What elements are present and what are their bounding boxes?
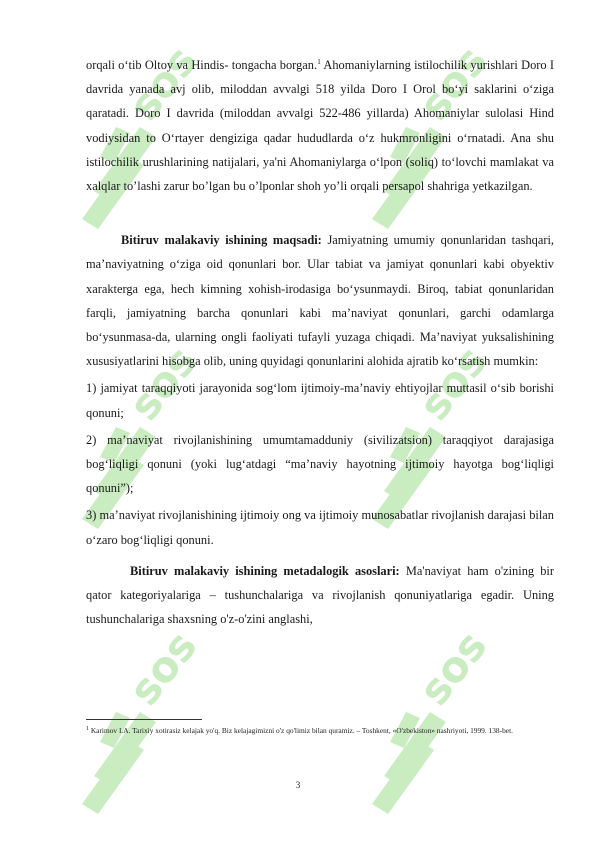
- footnote-ref[interactable]: 1: [317, 57, 321, 66]
- list-item-2: 2) ma’naviyat rivojlanishining umumtamadduniy (sivilizatsion) taraqqiyot darajasiga bog‘liqligi qonuni (yoki lug‘atdagi “ma’naviy hayotning ijtimoiy hayotga bog‘liqligi qonuni”);: [86, 432, 554, 496]
- list-item-3: 3) ma’naviyat rivojlanishining ijtimoiy ong va ijtimoiy munosabatlar rivojlanish darajasi bilan o‘zaro bog‘liqligi qonuni.: [86, 508, 554, 547]
- methodology-heading: Bitiruv malakaviy ishining metadalogik asoslari:: [130, 563, 400, 578]
- page-number: 3: [295, 780, 301, 790]
- paragraph-methodology: Bitiruv malakaviy ishining metadalogik asoslari: Ma'naviyat ham o'zining bir qator kategoriyalariga – tushunchalariga va rivojlanish qonuniyatlariga egadir. Uning tushunchalariga shaxsning o'z-o'zini anglashi,: [86, 563, 554, 627]
- footnote: [86, 723, 554, 739]
- purpose-heading: Bitiruv malakaviy ishining maqsadi:: [121, 233, 322, 248]
- paragraph-intro: orqali o‘tib Oltoy va Hindis- tongacha borgan.$^1$ Ahomaniylarning istilochilik yurishlari Doro I davrida yanada avj olib, miloddan avvalgi 518 yilda Doro I Orol bo‘yi saklarini o‘ziga qaratadi. Doro I davrida (miloddan avvalgi 522-486 yillarda) Ahomaniylar sulolasi Hind vodiysidan to O‘rtayer dengiziga qadar hududlarda o‘z hukmronligini o‘rnatadi. Ana shu istilochilik urushlarining natijalari, ya'ni Ahomaniylarga o‘lpon (soliq) to‘lovchi mamlakat va xalqlar to’lashi zarur bo’lgan bu o’lponlar shoh yo’li orqali persapol shahriga yetkazilgan.: [86, 57, 555, 194]
- footnote-mark: 1: [86, 726, 89, 732]
- footnote-divider: [86, 719, 202, 720]
- list-item-1: 1) jamiyat taraqqiyoti jarayonida sog‘lom ijtimoiy-ma’naviy ehtiyojlar muttasil o‘sib borishi qonuni;: [86, 381, 554, 420]
- page-body: [86, 53, 554, 631]
- footnote-text: Karimov I.A. Tarixiy xotirasiz kelajak yo'q. Biz kelajagimizni o'z qo'limiz bilan quramiz. – Toshkent, «O'zbekiston» nashriyoti, 1999. 138-bet.: [89, 726, 513, 735]
- paragraph-purpose: Bitiruv malakaviy ishining maqsadi: Jamiyatning umumiy qonunlaridan tashqari, ma’naviyatning o‘ziga oid qonunlari bor. Ular tabiat va jamiyat qonunlari kabi obyektiv xarakterga ega, hech kimning xohish-irodasiga bo‘ysunmaydi. Biroq, tabiat qonunlaridan farqli, jamiyatning barcha qonunlari kabi ma’naviyat qonunlari, garchi odamlarga bo‘ysunmasa-da, ularning ongli faoliyati tufayli yuzaga chiqadi. Ma’naviyat yuksalishining xususiyatlarini hisobga olib, uning quyidagi qonunlarini alohida ajratib ko‘rsatish mumkin:: [86, 233, 554, 369]
